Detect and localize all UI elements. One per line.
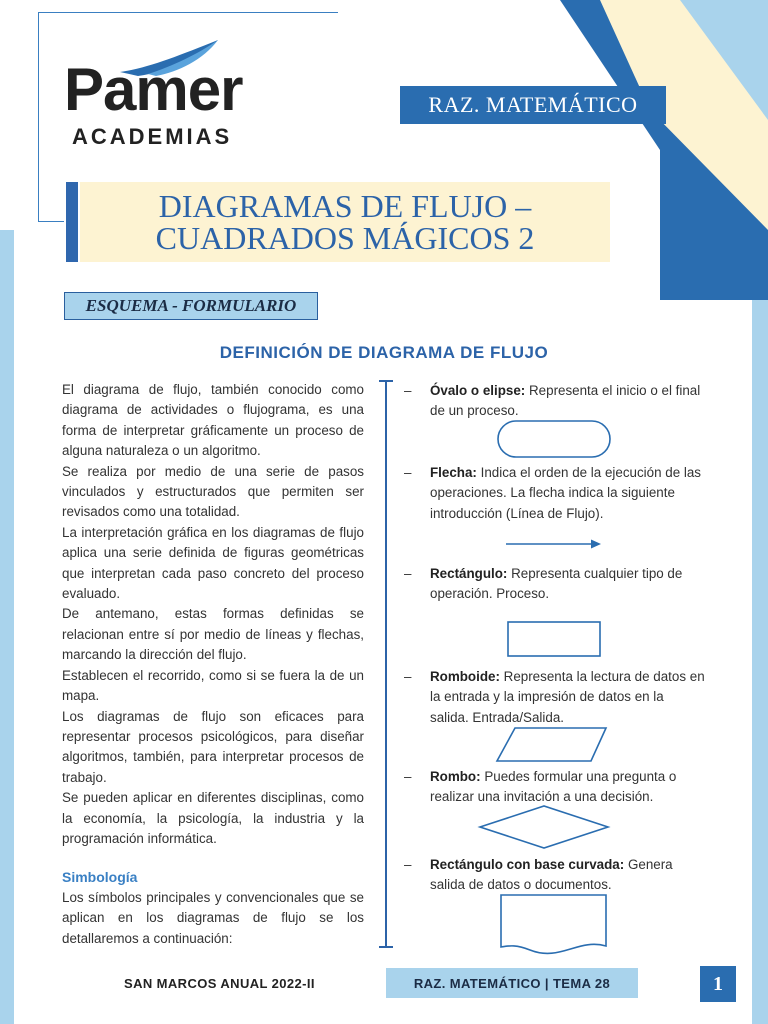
symbol-desc: Puedes formular una pregunta o realizar una invitación a una decisión. <box>430 769 677 805</box>
parallelogram-shape-icon <box>497 728 606 761</box>
arrow-shape-icon <box>506 540 601 549</box>
paragraph: La interpretación gráfica en los diagramas de flujo aplica una serie definida de figuras geométricas que interpretan cada paso concreto del proceso evaluado. <box>62 524 364 602</box>
document-shape-icon <box>501 895 606 953</box>
symbol-desc: Genera salida de datos o documentos. <box>430 857 673 893</box>
page-number: 1 <box>700 966 736 1002</box>
symbol-term: Romboide: <box>430 669 500 684</box>
simbologia-title: Simbología <box>62 869 138 886</box>
list-dash: – <box>404 857 412 872</box>
brand-logo: Pamer <box>64 56 243 123</box>
list-dash: – <box>404 383 412 398</box>
page-title-line2: CUADRADOS MÁGICOS 2 <box>155 220 535 256</box>
symbol-term: Óvalo o elipse: <box>430 383 526 398</box>
paragraph: Se realiza por medio de una serie de pasos vinculados y estructurados que permiten ser revisados como una totalidad. <box>62 463 364 520</box>
section-heading: DEFINICIÓN DE DIAGRAMA DE FLUJO <box>219 343 549 362</box>
oval-shape-icon <box>498 421 610 457</box>
list-dash: – <box>404 769 412 784</box>
symbol-term: Rombo: <box>430 769 481 784</box>
paragraph: De antemano, estas formas definidas se relacionan entre sí por medio de líneas y flechas, marcando la dirección del flujo. <box>62 606 364 663</box>
paragraph: El diagrama de flujo, también conocido como diagrama de actividades o flujograma, es una forma de interpretar gráficamente un proceso de alguna naturaleza o un algoritmo. <box>62 382 364 459</box>
list-dash: – <box>404 669 412 684</box>
list-dash: – <box>404 465 412 480</box>
symbol-desc: Representa el inicio o el final de un proceso. <box>430 383 701 419</box>
paragraph: Los diagramas de flujo son eficaces para representar procesos psicológicos, para diseñar algoritmos, también, para interpretar procesos de trabajo. <box>62 708 364 785</box>
paragraph: Se pueden aplicar en diferentes disciplinas, como la economía, la psicología, la industria y la programación informática. <box>62 790 364 846</box>
symbol-term: Rectángulo con base curvada: <box>430 857 625 872</box>
brand-subtitle: ACADEMIAS <box>72 124 233 149</box>
simbologia-text: Los símbolos principales y convencionales que se aplican en los diagramas de flujo se los detallaremos a continuación: <box>62 889 364 946</box>
rectangle-shape-icon <box>508 622 600 656</box>
symbol-term: Flecha: <box>430 465 477 480</box>
paragraph: Establecen el recorrido, como si se fuera la de un mapa. <box>62 667 364 704</box>
list-dash: – <box>404 566 412 581</box>
symbol-desc: Indica el orden de la ejecución de las operaciones. La flecha indica la siguiente introducción (Línea de Flujo). <box>430 465 701 521</box>
section-label: ESQUEMA - FORMULARIO <box>64 292 318 320</box>
page-title-line1: DIAGRAMAS DE FLUJO – <box>158 188 532 224</box>
footer-course: SAN MARCOS ANUAL 2022-II <box>124 976 315 991</box>
symbol-desc: Representa la lectura de datos en la entrada y la impresión de datos en la salida. Entrada/Salida. <box>430 669 705 725</box>
subject-badge: RAZ. MATEMÁTICO <box>400 86 666 124</box>
symbol-term: Rectángulo: <box>430 566 508 581</box>
symbol-desc: Representa cualquier tipo de operación. Proceso. <box>430 566 683 602</box>
diamond-shape-icon <box>480 806 608 848</box>
footer-topic-badge: RAZ. MATEMÁTICO | TEMA 28 <box>386 968 638 998</box>
